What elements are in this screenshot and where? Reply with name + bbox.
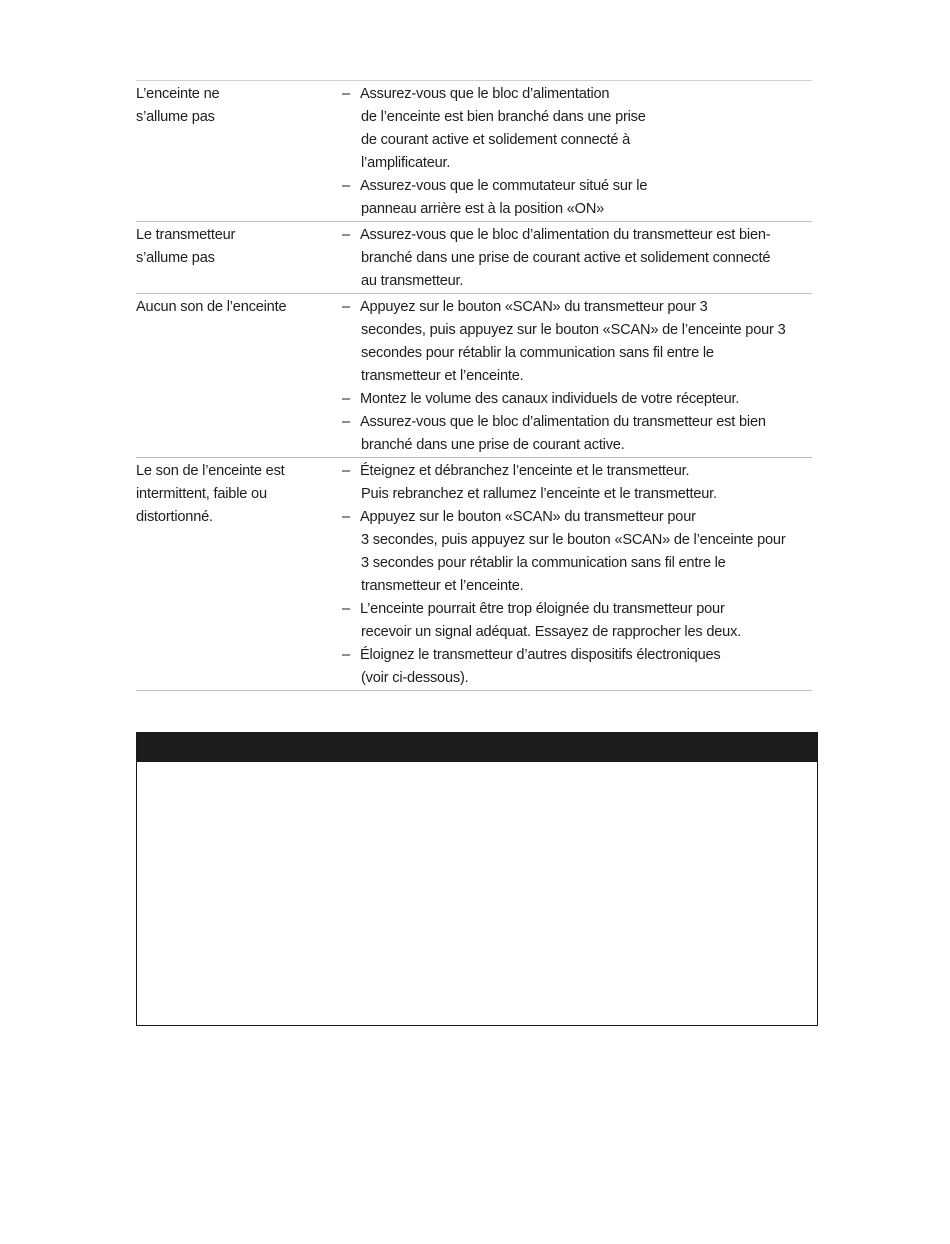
solutions-cell <box>342 222 812 293</box>
solution-item <box>342 411 812 457</box>
solutions-cell <box>342 458 812 690</box>
solution-line: Assurez-vous que le bloc d’alimentation du transmetteur est bien <box>360 414 766 430</box>
solution-line: branché dans une prise de courant active et solidement connecté <box>361 250 771 266</box>
dash-bullet: – <box>342 414 350 430</box>
solution-line: recevoir un signal adéquat. Essayez de rapprocher les deux. <box>361 624 742 640</box>
solution-item <box>342 644 812 690</box>
solution-line: secondes pour rétablir la communication sans fil entre le <box>361 345 714 361</box>
solution-line: Assurez-vous que le bloc d’alimentation du transmetteur est bien- <box>360 227 771 243</box>
solution-line: l’amplificateur. <box>361 155 451 171</box>
dash-bullet: – <box>342 86 350 102</box>
symptom-cell <box>136 296 326 319</box>
table-row <box>136 222 812 294</box>
symptom-line: Le transmetteur <box>136 227 236 243</box>
symptom-line: s’allume pas <box>136 250 215 266</box>
solution-line: panneau arrière est à la position «ON» <box>361 201 605 217</box>
solution-line: Appuyez sur le bouton «SCAN» du transmetteur pour <box>360 509 696 525</box>
solution-line: transmetteur et l’enceinte. <box>361 578 524 594</box>
symptom-cell <box>136 460 326 529</box>
solution-line: Éteignez et débranchez l’enceinte et le transmetteur. <box>360 463 690 479</box>
solution-line: de courant active et solidement connecté à <box>361 132 631 148</box>
solutions-cell <box>342 81 812 221</box>
symptom-line: Aucun son de l’enceinte <box>136 299 287 315</box>
dash-bullet: – <box>342 299 350 315</box>
solutions-cell <box>342 294 812 457</box>
solution-item <box>342 224 812 293</box>
symptom-line: s’allume pas <box>136 109 215 125</box>
solution-item <box>342 388 812 411</box>
solution-line: Montez le volume des canaux individuels de votre récepteur. <box>360 391 740 407</box>
box-header-bar <box>137 733 817 762</box>
solution-line: Appuyez sur le bouton «SCAN» du transmetteur pour 3 <box>360 299 708 315</box>
symptom-line: Le son de l’enceinte est <box>136 463 285 479</box>
solution-line: Puis rebranchez et rallumez l’enceinte et le transmetteur. <box>361 486 717 502</box>
table-row <box>136 458 812 691</box>
solution-line: 3 secondes, puis appuyez sur le bouton «SCAN» de l’enceinte pour <box>361 532 786 548</box>
solution-line: au transmetteur. <box>361 273 464 289</box>
dash-bullet: – <box>342 647 350 663</box>
solution-line: (voir ci-dessous). <box>361 670 469 686</box>
solution-line: transmetteur et l’enceinte. <box>361 368 524 384</box>
table-row <box>136 81 812 222</box>
solution-line: L’enceinte pourrait être trop éloignée du transmetteur pour <box>360 601 725 617</box>
symptom-cell <box>136 224 326 270</box>
dash-bullet: – <box>342 391 350 407</box>
symptom-line: intermittent, faible ou <box>136 486 267 502</box>
solution-item <box>342 296 812 388</box>
solution-item <box>342 175 812 221</box>
solution-line: 3 secondes pour rétablir la communication sans fil entre le <box>361 555 726 571</box>
dash-bullet: – <box>342 227 350 243</box>
empty-boxed-section <box>136 732 818 1026</box>
solution-item <box>342 460 812 506</box>
solution-line: Assurez-vous que le commutateur situé sur le <box>360 178 648 194</box>
solution-line: secondes, puis appuyez sur le bouton «SCAN» de l’enceinte pour 3 <box>361 322 786 338</box>
solution-line: branché dans une prise de courant active. <box>361 437 625 453</box>
dash-bullet: – <box>342 601 350 617</box>
symptom-line: L’enceinte ne <box>136 86 220 102</box>
solution-item <box>342 506 812 598</box>
solution-line: Éloignez le transmetteur d’autres dispositifs électroniques <box>360 647 721 663</box>
solution-line: Assurez-vous que le bloc d’alimentation <box>360 86 610 102</box>
solution-item <box>342 83 812 175</box>
solution-line: de l’enceinte est bien branché dans une prise <box>361 109 646 125</box>
table-row <box>136 294 812 458</box>
dash-bullet: – <box>342 509 350 525</box>
troubleshooting-table <box>136 80 812 691</box>
symptom-cell <box>136 83 326 129</box>
solution-item <box>342 598 812 644</box>
dash-bullet: – <box>342 463 350 479</box>
symptom-line: distortionné. <box>136 509 213 525</box>
dash-bullet: – <box>342 178 350 194</box>
